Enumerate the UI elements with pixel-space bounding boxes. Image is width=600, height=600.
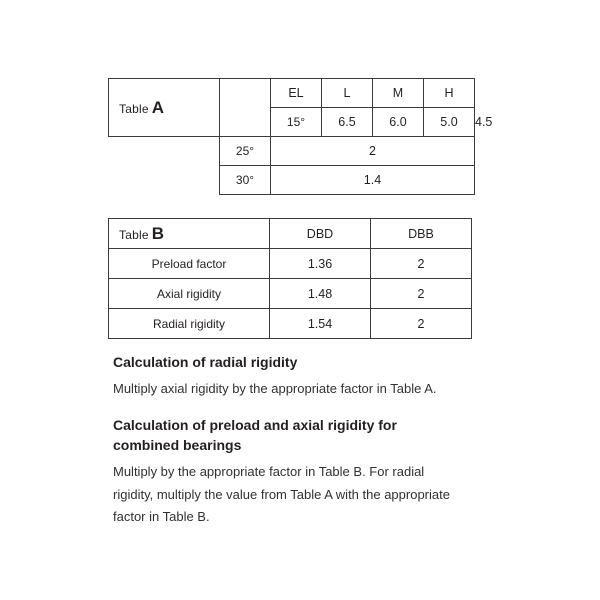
table-a-spacer-cell: [109, 137, 220, 166]
table-b-cell: 1.48: [270, 279, 371, 309]
table-row: [109, 137, 475, 166]
table-b-row-label: Axial rigidity: [109, 279, 270, 309]
table-b-col-header: DBD: [270, 219, 371, 249]
table-row: [109, 249, 472, 279]
table-b-cell: 1.36: [270, 249, 371, 279]
section-heading-radial-rigidity: Calculation of radial rigidity: [113, 354, 298, 370]
table-row: [109, 166, 475, 195]
table-a-title-cell: [109, 79, 220, 137]
table-a-col-header: H: [424, 79, 475, 108]
table-a-cell: 1.4: [271, 166, 475, 195]
table-a-cell: 6.5: [322, 108, 373, 137]
table-a-angle-header: [220, 79, 271, 137]
section-paragraph-combined-bearings: Multiply by the appropriate factor in Table B. For radial rigidity, multiply the value from Table A with the appropriate factor in Table B.: [113, 464, 450, 524]
table-a-row-angle: 15°: [271, 108, 322, 137]
table-a-title-word: Table: [119, 101, 149, 116]
table-a-cell: 5.0: [424, 108, 475, 137]
table-a-spacer-cell: [109, 166, 220, 195]
table-row: [109, 309, 472, 339]
table-a-row-angle: 25°: [220, 137, 271, 166]
table-a-row-angle: 30°: [220, 166, 271, 195]
table-b-row-label: Radial rigidity: [109, 309, 270, 339]
table-b-row-label: Preload factor: [109, 249, 270, 279]
table-b: [108, 218, 472, 339]
table-b-title-cell: [109, 219, 270, 249]
table-b-cell: 1.54: [270, 309, 371, 339]
table-a: [108, 78, 493, 195]
table-a-title-letter: A: [151, 97, 164, 117]
body-text: [113, 352, 453, 528]
table-a-col-header: EL: [271, 79, 322, 108]
table-row: 15° 6.5 6.0 5.0 4.5: [109, 108, 475, 137]
table-row: [109, 279, 472, 309]
table-row: [109, 219, 472, 249]
section-heading-combined-bearings: Calculation of preload and axial rigidity for combined bearings: [113, 416, 397, 453]
table-b-title-word: Table: [119, 227, 149, 242]
table-b-cell: 2: [371, 309, 472, 339]
table-b-cell: 2: [371, 249, 472, 279]
table-a-col-header: M: [373, 79, 424, 108]
table-b-cell: 2: [371, 279, 472, 309]
table-a-cell: 2: [271, 137, 475, 166]
table-a-cell: 6.0: [373, 108, 424, 137]
table-row: [109, 79, 475, 108]
table-a-col-header: L: [322, 79, 373, 108]
table-b-title-letter: B: [151, 223, 164, 243]
table-b-col-header: DBB: [371, 219, 472, 249]
section-paragraph-radial-rigidity: Multiply axial rigidity by the appropriate factor in Table A.: [113, 381, 437, 397]
